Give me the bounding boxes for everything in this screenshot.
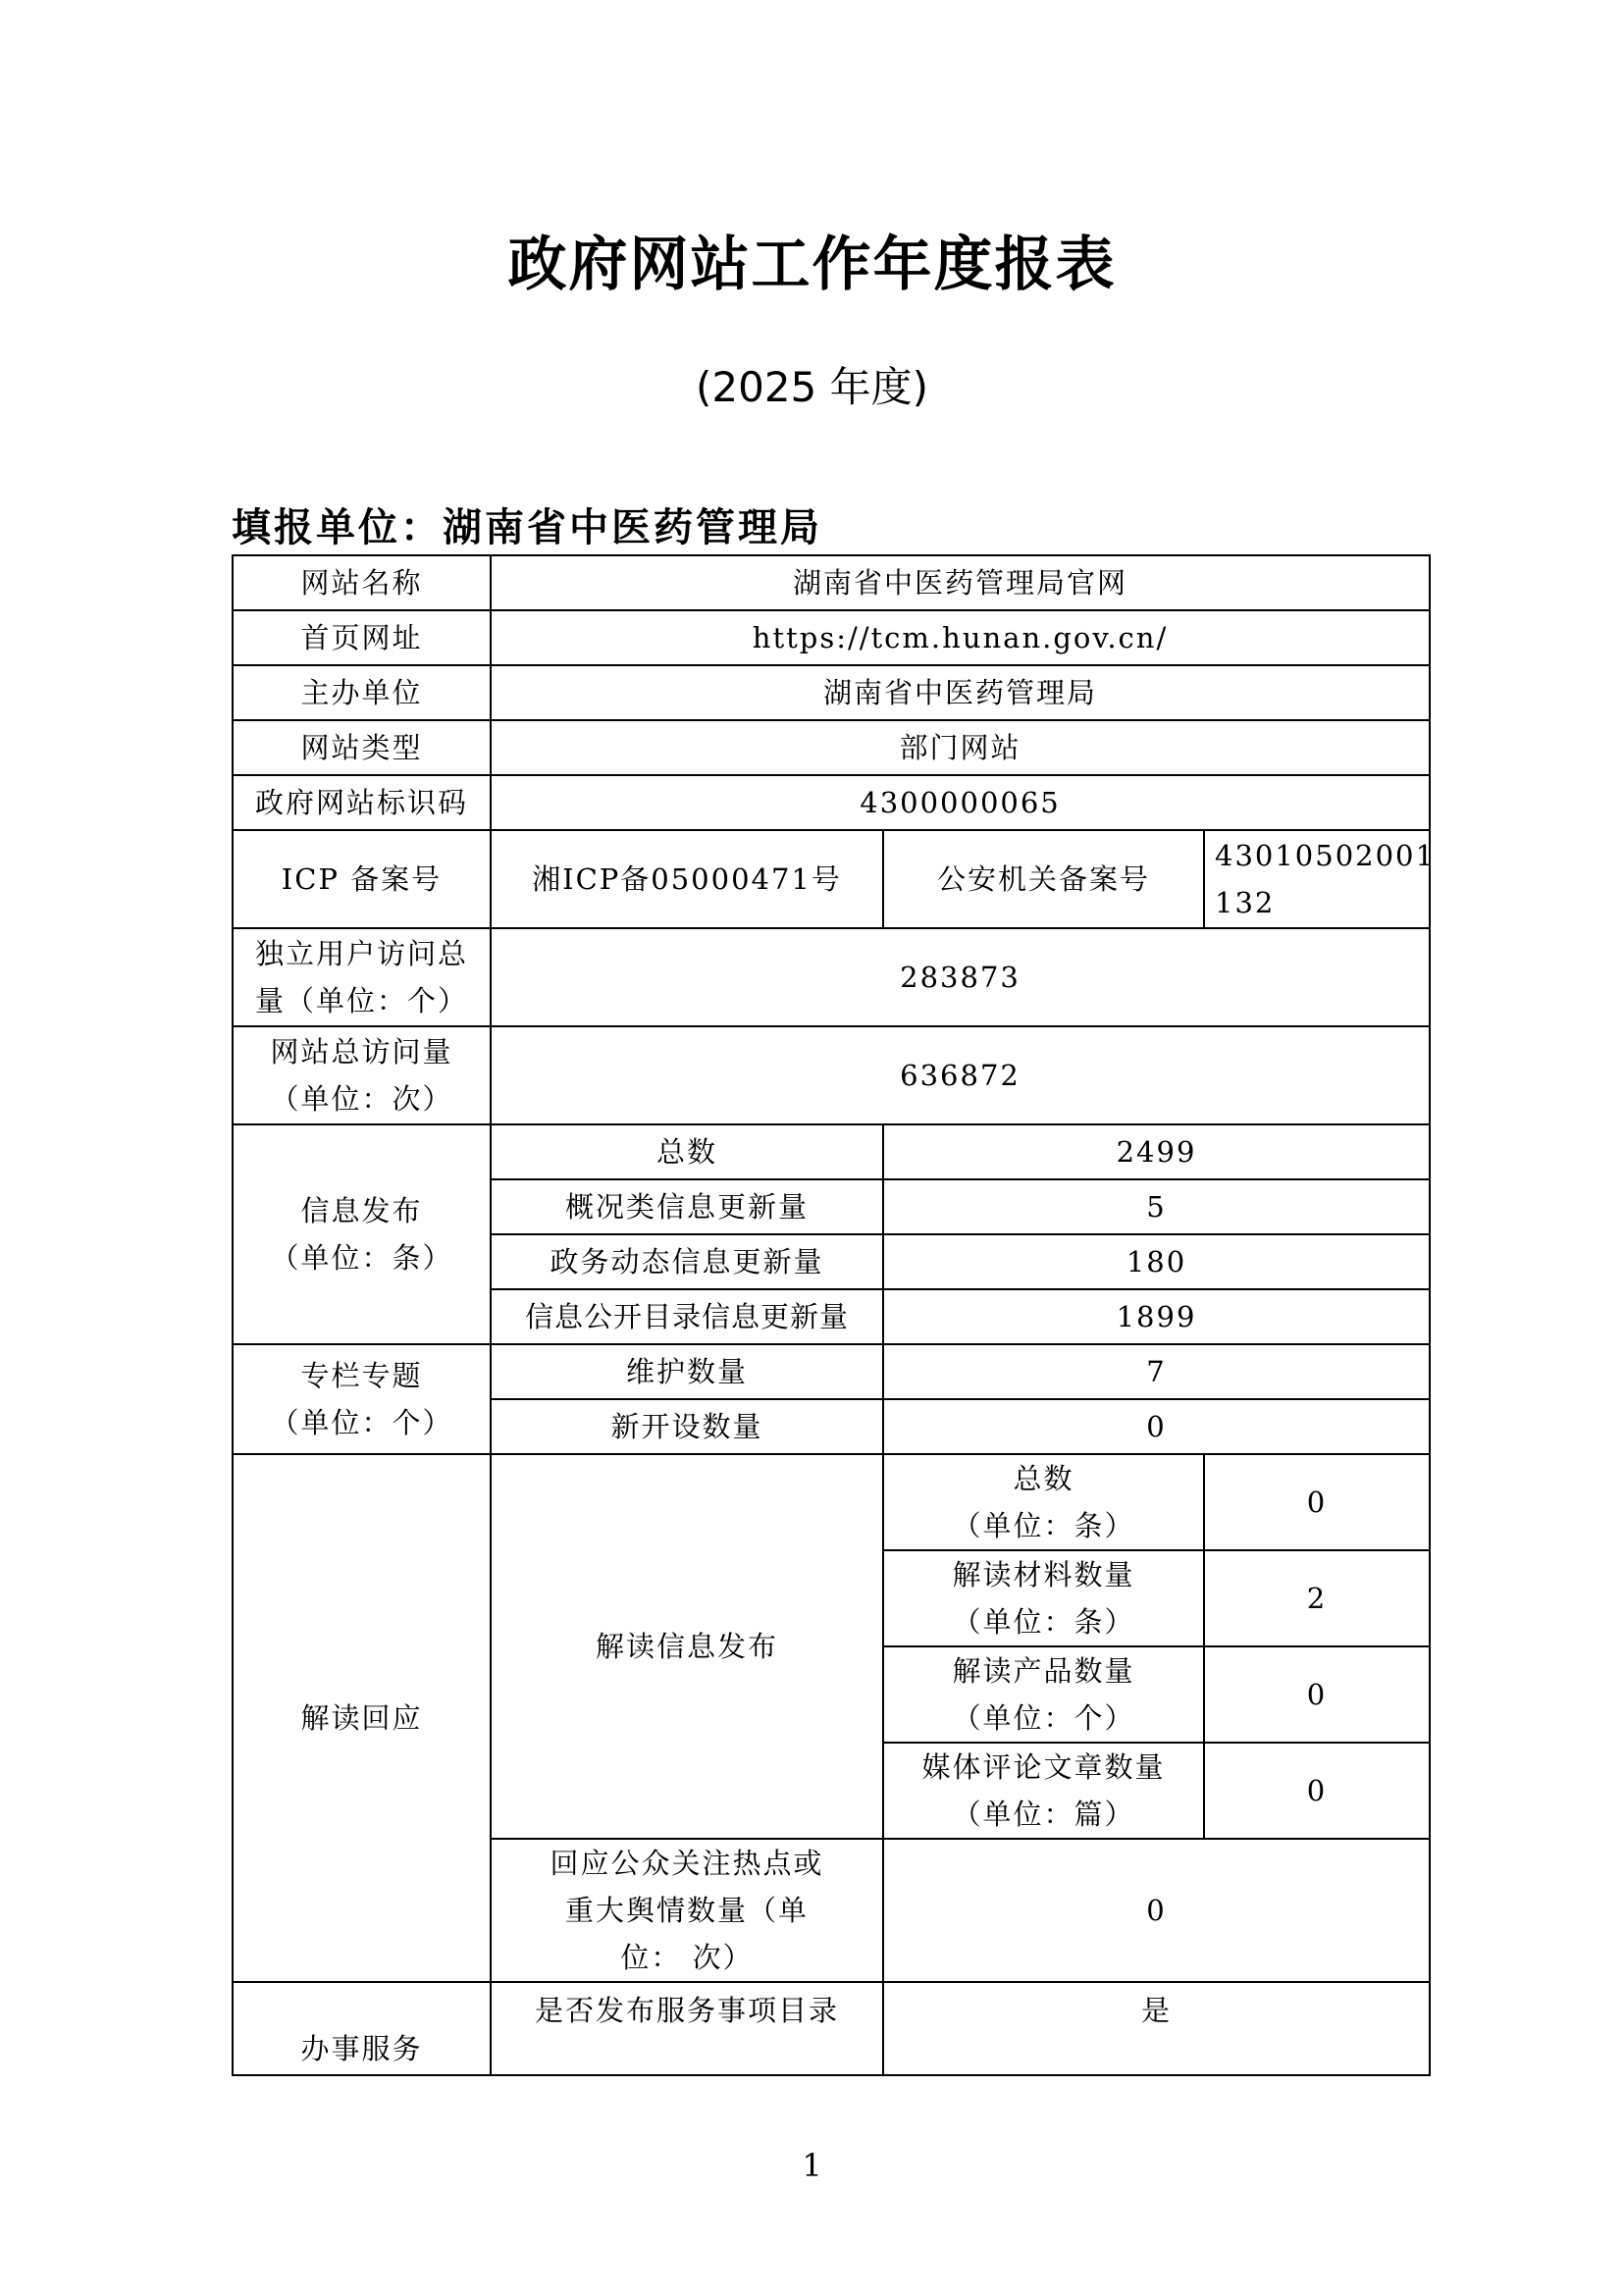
- columns-label-line2: （单位：个）: [270, 1406, 453, 1439]
- interpretation-item-label: [883, 1454, 1204, 1550]
- info-publish-label-line2: （单位：条）: [270, 1241, 453, 1275]
- info-publish-item-label: 概况类信息更新量: [491, 1179, 883, 1234]
- row-gov-id-code: [233, 775, 1430, 830]
- interpretation-item-label-line1: 媒体评论文章数量: [921, 1750, 1166, 1784]
- info-publish-label-line1: 信息发布: [300, 1194, 423, 1227]
- interpretation-item-label-line1: 解读产品数量: [952, 1654, 1135, 1688]
- row-interpretation-total: [233, 1454, 1430, 1550]
- total-visits-label: [233, 1026, 491, 1124]
- unique-visitors-label-line1: 独立用户访问总: [254, 937, 468, 970]
- info-publish-item-value: 180: [883, 1234, 1430, 1289]
- gov-id-code-label: 政府网站标识码: [233, 775, 491, 830]
- row-total-visits: [233, 1026, 1430, 1124]
- total-visits-label-line2: （单位：次）: [270, 1082, 453, 1116]
- interpretation-item-value: 2: [1204, 1550, 1430, 1646]
- interpretation-item-label-line2: （单位：个）: [952, 1701, 1135, 1735]
- gov-id-code-value: 4300000065: [491, 775, 1430, 830]
- site-type-label: 网站类型: [233, 720, 491, 775]
- interpretation-item-value: 0: [1204, 1454, 1430, 1550]
- home-url-label: 首页网址: [233, 610, 491, 665]
- columns-label-line1: 专栏专题: [300, 1359, 423, 1392]
- home-url-value: https://tcm.hunan.gov.cn/: [491, 610, 1430, 665]
- row-info-publish-total: [233, 1124, 1430, 1179]
- interpretation-item-label-line1: 解读材料数量: [952, 1558, 1135, 1591]
- row-icp: [233, 830, 1430, 928]
- hotspot-label: [491, 1839, 883, 1982]
- interpretation-label: 解读回应: [233, 1454, 491, 1982]
- page-title: 政府网站工作年度报表: [507, 231, 1117, 299]
- filling-unit: 填报单位：湖南省中医药管理局: [232, 505, 822, 550]
- services-item-value: 是: [883, 1982, 1430, 2075]
- info-publish-item-value: 2499: [883, 1124, 1430, 1179]
- services-item-label: 是否发布服务事项目录: [491, 1982, 883, 2075]
- interpretation-item-label-line2: （单位：篇）: [952, 1798, 1135, 1831]
- unique-visitors-label: [233, 928, 491, 1026]
- info-publish-item-label: 总数: [491, 1124, 883, 1179]
- row-host-unit: [233, 665, 1430, 720]
- interpretation-item-label-line2: （单位：条）: [952, 1509, 1135, 1542]
- columns-item-value: 0: [883, 1399, 1430, 1454]
- info-publish-label: [233, 1124, 491, 1344]
- interpretation-item-label: [883, 1550, 1204, 1646]
- site-name-value: 湖南省中医药管理局官网: [491, 555, 1430, 610]
- columns-label: [233, 1344, 491, 1454]
- report-table: [232, 554, 1436, 2076]
- site-name-label: 网站名称: [233, 555, 491, 610]
- hotspot-label-line1: 回应公众关注热点或: [550, 1847, 824, 1880]
- police-record-value: [1204, 830, 1436, 928]
- hotspot-label-line2: 重大舆情数量（单: [564, 1894, 809, 1927]
- info-publish-item-label: 政务动态信息更新量: [491, 1234, 883, 1289]
- interpretation-publish-label: 解读信息发布: [491, 1454, 883, 1839]
- icp-label: ICP 备案号: [233, 830, 491, 928]
- info-publish-item-value: 5: [883, 1179, 1430, 1234]
- services-label: 办事服务: [233, 1982, 491, 2075]
- interpretation-item-label-line2: （单位：条）: [952, 1605, 1135, 1639]
- info-publish-item-value: 1899: [883, 1289, 1430, 1344]
- interpretation-item-label-line1: 总数: [1013, 1462, 1074, 1495]
- interpretation-item-label: [883, 1646, 1204, 1743]
- columns-item-label: 新开设数量: [491, 1399, 883, 1454]
- icp-value: 湘ICP备05000471号: [491, 830, 883, 928]
- row-home-url: [233, 610, 1430, 665]
- row-site-name: [233, 555, 1430, 610]
- unique-visitors-value: 283873: [491, 928, 1430, 1026]
- interpretation-item-value: 0: [1204, 1743, 1430, 1839]
- police-record-label: 公安机关备案号: [883, 830, 1204, 928]
- police-record-value-line2: 132: [1215, 886, 1276, 919]
- row-site-type: [233, 720, 1430, 775]
- columns-item-value: 7: [883, 1344, 1430, 1399]
- total-visits-label-line1: 网站总访问量: [270, 1035, 453, 1069]
- report-year: (2025 年度): [695, 363, 928, 411]
- row-unique-visitors: [233, 928, 1430, 1026]
- hotspot-label-line3: 位： 次）: [620, 1941, 754, 1974]
- interpretation-item-label: [883, 1743, 1204, 1839]
- columns-item-label: 维护数量: [491, 1344, 883, 1399]
- host-unit-label: 主办单位: [233, 665, 491, 720]
- info-publish-item-label: 信息公开目录信息更新量: [491, 1289, 883, 1344]
- police-record-value-line1: 43010502001: [1215, 839, 1436, 872]
- site-type-value: 部门网站: [491, 720, 1430, 775]
- host-unit-value: 湖南省中医药管理局: [491, 665, 1430, 720]
- unique-visitors-label-line2: 量（单位：个）: [254, 984, 468, 1017]
- total-visits-value: 636872: [491, 1026, 1430, 1124]
- hotspot-value: 0: [883, 1839, 1430, 1982]
- interpretation-item-value: 0: [1204, 1646, 1430, 1743]
- page-number: 1: [802, 2147, 822, 2184]
- row-columns-maintained: [233, 1344, 1430, 1399]
- row-services: [233, 1982, 1430, 2075]
